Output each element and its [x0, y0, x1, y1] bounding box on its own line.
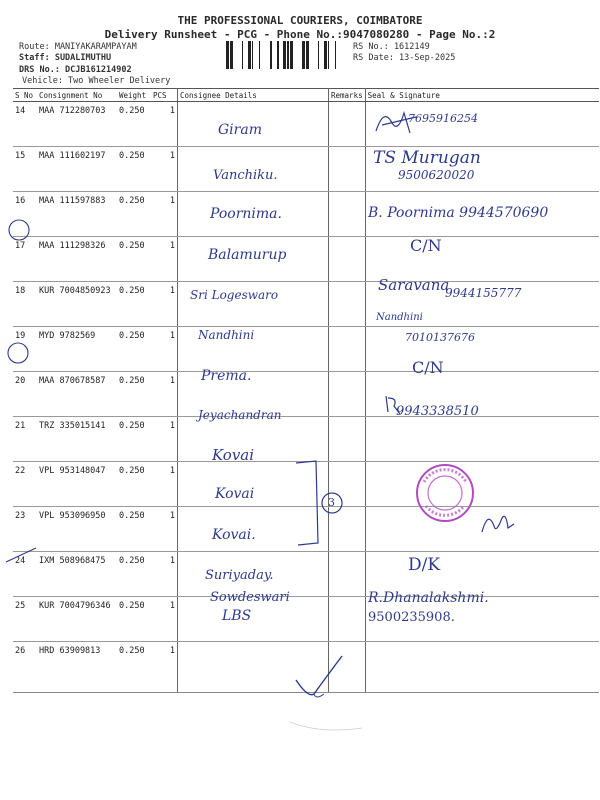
consignee-24: Kovai. [212, 527, 256, 543]
cell-pcs: 1 [151, 462, 178, 507]
barcode-bar [226, 41, 229, 69]
cell-remarks [329, 372, 366, 417]
cell-sno: 16 [13, 192, 37, 237]
rs-number: RS No.: 1612149 [353, 42, 430, 52]
consignee-14: Giram [218, 122, 262, 138]
bracket-mark [288, 455, 358, 550]
table-row [13, 552, 599, 597]
bracket-count: 3 [328, 496, 335, 509]
barcode-bar [270, 41, 272, 69]
cell-consignment: IXM 508968475 [37, 552, 117, 597]
table-row [13, 327, 599, 372]
signature-20: C/N [412, 358, 444, 377]
cell-seal-signature [365, 642, 599, 693]
barcode-bar [328, 41, 329, 69]
signature-21: 9943338510 [396, 404, 479, 419]
cell-pcs: 1 [151, 372, 178, 417]
cell-consignment: MAA 111298326 [37, 237, 117, 282]
cell-weight: 0.250 [117, 192, 151, 237]
barcode-bar [302, 41, 305, 69]
consignee-23: Kovai [215, 486, 255, 502]
company-stamp [414, 462, 476, 524]
table-row [13, 147, 599, 192]
cell-consignment: HRD 63909813 [37, 642, 117, 693]
barcode-bar [318, 41, 319, 69]
consignee-22: Kovai [212, 446, 255, 464]
consignee-20: Prema. [201, 368, 252, 384]
signature-14: 7695916254 [408, 112, 478, 125]
cell-pcs: 1 [151, 327, 178, 372]
cell-weight: 0.250 [117, 147, 151, 192]
signature-26: R.Dhanalakshmi. [368, 590, 489, 606]
cell-remarks [329, 597, 366, 642]
cell-sno: 15 [13, 147, 37, 192]
cell-sno: 17 [13, 237, 37, 282]
col-consignee: Consignee Details [178, 89, 329, 102]
consignee-26: Sowdeswari [210, 590, 290, 605]
barcode-bar [259, 41, 260, 69]
consignee-19: Nandhini [198, 328, 255, 342]
cell-weight: 0.250 [117, 327, 151, 372]
cell-pcs: 1 [151, 417, 178, 462]
signature-16: B. Poornima 9944570690 [368, 205, 549, 221]
cell-weight: 0.250 [117, 597, 151, 642]
rs-date: RS Date: 13-Sep-2025 [353, 53, 456, 63]
signature-scribble-24 [478, 504, 516, 538]
cell-sno: 19 [13, 327, 37, 372]
cell-weight: 0.250 [117, 552, 151, 597]
barcode-bar [287, 41, 289, 69]
signature-26-phone: 9500235908. [368, 610, 455, 625]
cell-seal-signature [365, 237, 599, 282]
cell-remarks [329, 327, 366, 372]
signature-18: Saravana [378, 276, 450, 294]
cell-consignment: KUR 7004796346 [37, 597, 117, 642]
cell-sno: 24 [13, 552, 37, 597]
barcode-bar [252, 41, 253, 69]
barcode [226, 41, 348, 69]
cell-remarks [329, 102, 366, 147]
table-row [13, 102, 599, 147]
consignee-25: Suriyaday. [205, 568, 274, 583]
barcode-bar [242, 41, 243, 69]
cell-consignment: MYD 9782569 [37, 327, 117, 372]
col-remarks: Remarks [329, 89, 366, 102]
staff-label: Staff: SUDALIMUTHU [19, 53, 112, 63]
col-sno: S No [13, 89, 37, 102]
consignee-17: Balamurup [208, 247, 287, 263]
barcode-bar [230, 41, 233, 69]
vehicle-label: Vehicle: Two Wheeler Delivery [22, 76, 171, 86]
cell-sno: 22 [13, 462, 37, 507]
route-label: Route: MANIYAKARAMPAYAM [19, 42, 137, 52]
cell-consignment: MAA 712280703 [37, 102, 117, 147]
consignee-18: Sri Logeswaro [190, 288, 279, 302]
cell-pcs: 1 [151, 552, 178, 597]
consignee-16: Poornima. [210, 206, 282, 222]
cell-remarks [329, 237, 366, 282]
cell-sno: 26 [13, 642, 37, 693]
barcode-bar [283, 41, 286, 69]
col-pcs: PCS [151, 89, 178, 102]
barcode-bar [335, 41, 336, 69]
cell-pcs: 1 [151, 192, 178, 237]
cell-pcs: 1 [151, 282, 178, 327]
barcode-bar [306, 41, 309, 69]
cell-consignment: MAA 111597883 [37, 192, 117, 237]
col-consignment: Consignment No [37, 89, 117, 102]
barcode-bar [248, 41, 251, 69]
barcode-bar [277, 41, 279, 69]
col-weight: Weight [117, 89, 151, 102]
cell-seal-signature [365, 462, 599, 507]
signature-19-phone: 7010137676 [405, 331, 475, 344]
cell-consignment: TRZ 335015141 [37, 417, 117, 462]
table-row [13, 372, 599, 417]
cell-sno: 18 [13, 282, 37, 327]
cell-consignment: VPL 953148047 [37, 462, 117, 507]
cell-weight: 0.250 [117, 417, 151, 462]
cell-consignment: MAA 870678587 [37, 372, 117, 417]
table-row [13, 237, 599, 282]
drs-label: DRS No.: DCJB161214902 [19, 65, 132, 75]
cell-remarks [329, 552, 366, 597]
barcode-bar [324, 41, 327, 69]
cell-pcs: 1 [151, 237, 178, 282]
cell-sno: 21 [13, 417, 37, 462]
cell-sno: 14 [13, 102, 37, 147]
table-row [13, 597, 599, 642]
cell-remarks [329, 192, 366, 237]
cell-consignment: MAA 111602197 [37, 147, 117, 192]
cell-weight: 0.250 [117, 372, 151, 417]
cell-weight: 0.250 [117, 102, 151, 147]
cell-weight: 0.250 [117, 462, 151, 507]
cell-pcs: 1 [151, 102, 178, 147]
cell-remarks [329, 282, 366, 327]
cell-seal-signature [365, 417, 599, 462]
signature-18-phone: 9944155777 [445, 286, 522, 300]
table-header-row [13, 89, 599, 102]
cell-sno: 23 [13, 507, 37, 552]
check-mark [290, 650, 370, 740]
runsheet-table [13, 88, 599, 693]
cell-consignment: VPL 953096950 [37, 507, 117, 552]
cell-sno: 25 [13, 597, 37, 642]
cell-weight: 0.250 [117, 237, 151, 282]
col-seal-signature: Seal & Signature [365, 89, 599, 102]
barcode-bar [290, 41, 293, 69]
cell-seal-signature [365, 327, 599, 372]
signature-17: C/N [410, 236, 442, 255]
cell-consignment: KUR 7004850923 [37, 282, 117, 327]
signature-25: D/K [408, 555, 441, 575]
cell-pcs: 1 [151, 642, 178, 693]
signature-15: TS Murugan [373, 148, 481, 168]
signature-15-phone: 9500620020 [398, 168, 475, 182]
cell-weight: 0.250 [117, 642, 151, 693]
runsheet-title: Delivery Runsheet - PCG - Phone No.:9047080280 - Page No.:2 [104, 28, 496, 41]
cell-weight: 0.250 [117, 507, 151, 552]
company-title: THE PROFESSIONAL COURIERS, COIMBATORE [177, 14, 423, 27]
cell-pcs: 1 [151, 597, 178, 642]
consignee-26-extra: LBS [222, 608, 252, 624]
cell-pcs: 1 [151, 507, 178, 552]
consignee-21: Jeyachandran [198, 408, 282, 422]
row-markings [0, 210, 40, 570]
cell-pcs: 1 [151, 147, 178, 192]
consignee-15: Vanchiku. [213, 168, 278, 183]
cell-weight: 0.250 [117, 282, 151, 327]
cell-sno: 20 [13, 372, 37, 417]
signature-19: Nandhini [376, 312, 423, 323]
cell-remarks [329, 147, 366, 192]
